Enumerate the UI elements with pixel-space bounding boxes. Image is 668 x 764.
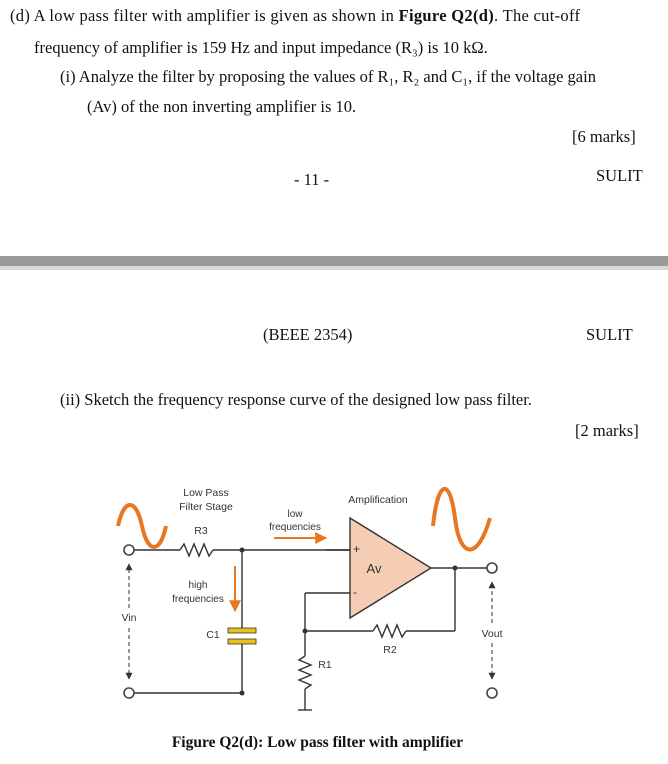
opamp-triangle [350, 518, 431, 618]
plus-label: + [353, 542, 361, 556]
input-terminal-top [124, 545, 134, 555]
low-frequencies-line1: low [287, 509, 303, 520]
question-text: . The cut-off [494, 6, 581, 25]
figure-caption [0, 734, 620, 752]
stage-label-line1: Low Pass [183, 487, 229, 499]
high-frequencies-line1: high [188, 580, 208, 591]
capacitor-c1 [228, 628, 256, 644]
part-i-marks: [6 marks] [572, 127, 636, 146]
high-frequencies-line2: frequencies [172, 594, 224, 605]
circuit-wires [129, 544, 492, 710]
question-text: (d) A low pass filter with amplifier is given as shown in [10, 6, 399, 25]
r1-label: R1 [318, 659, 332, 671]
question-d-line2: frequency of amplifier is 159 Hz and input impedance (R₃) is 10 kΩ. [34, 38, 488, 57]
part-ii-marks: [2 marks] [575, 421, 639, 440]
question-d-line1 [10, 6, 580, 26]
amplification-label: Amplification [348, 494, 408, 506]
resistor-r3 [180, 544, 213, 556]
c1-label: C1 [206, 629, 220, 641]
header-classification: SULIT [586, 325, 633, 344]
part-ii-text: (ii) Sketch the frequency response curve of the designed low pass filter. [60, 390, 532, 409]
r3-label: R3 [194, 525, 208, 537]
circuit-diagram [100, 478, 520, 724]
stage-label-line2: Filter Stage [179, 501, 233, 513]
input-terminal-bottom [124, 688, 134, 698]
minus-label: - [353, 585, 357, 599]
page-separator [0, 256, 668, 266]
output-signal-wave [433, 489, 490, 550]
part-i-line2: (Av) of the non inverting amplifier is 10. [87, 97, 357, 116]
resistor-r2 [373, 625, 406, 637]
figure-reference: Figure Q2(d) [398, 6, 495, 25]
course-code: (BEEE 2354) [263, 325, 353, 344]
r2-label: R2 [383, 644, 397, 656]
footer-classification: SULIT [596, 166, 643, 185]
vout-label: Vout [481, 628, 503, 640]
vin-label: Vin [121, 612, 137, 624]
input-signal-wave [118, 505, 166, 547]
low-frequencies-line2: frequencies [269, 522, 321, 533]
av-label: Av [366, 561, 382, 576]
resistor-r1 [299, 656, 311, 689]
figure-caption-text: Figure Q2(d): Low pass filter with amplifier [171, 734, 464, 751]
part-i-line1: (i) Analyze the filter by proposing the values of R₁, R₂ and C₁, if the voltage gain [60, 67, 596, 86]
output-terminal-bottom [487, 688, 497, 698]
page-number: - 11 - [294, 170, 330, 189]
output-terminal-top [487, 563, 497, 573]
